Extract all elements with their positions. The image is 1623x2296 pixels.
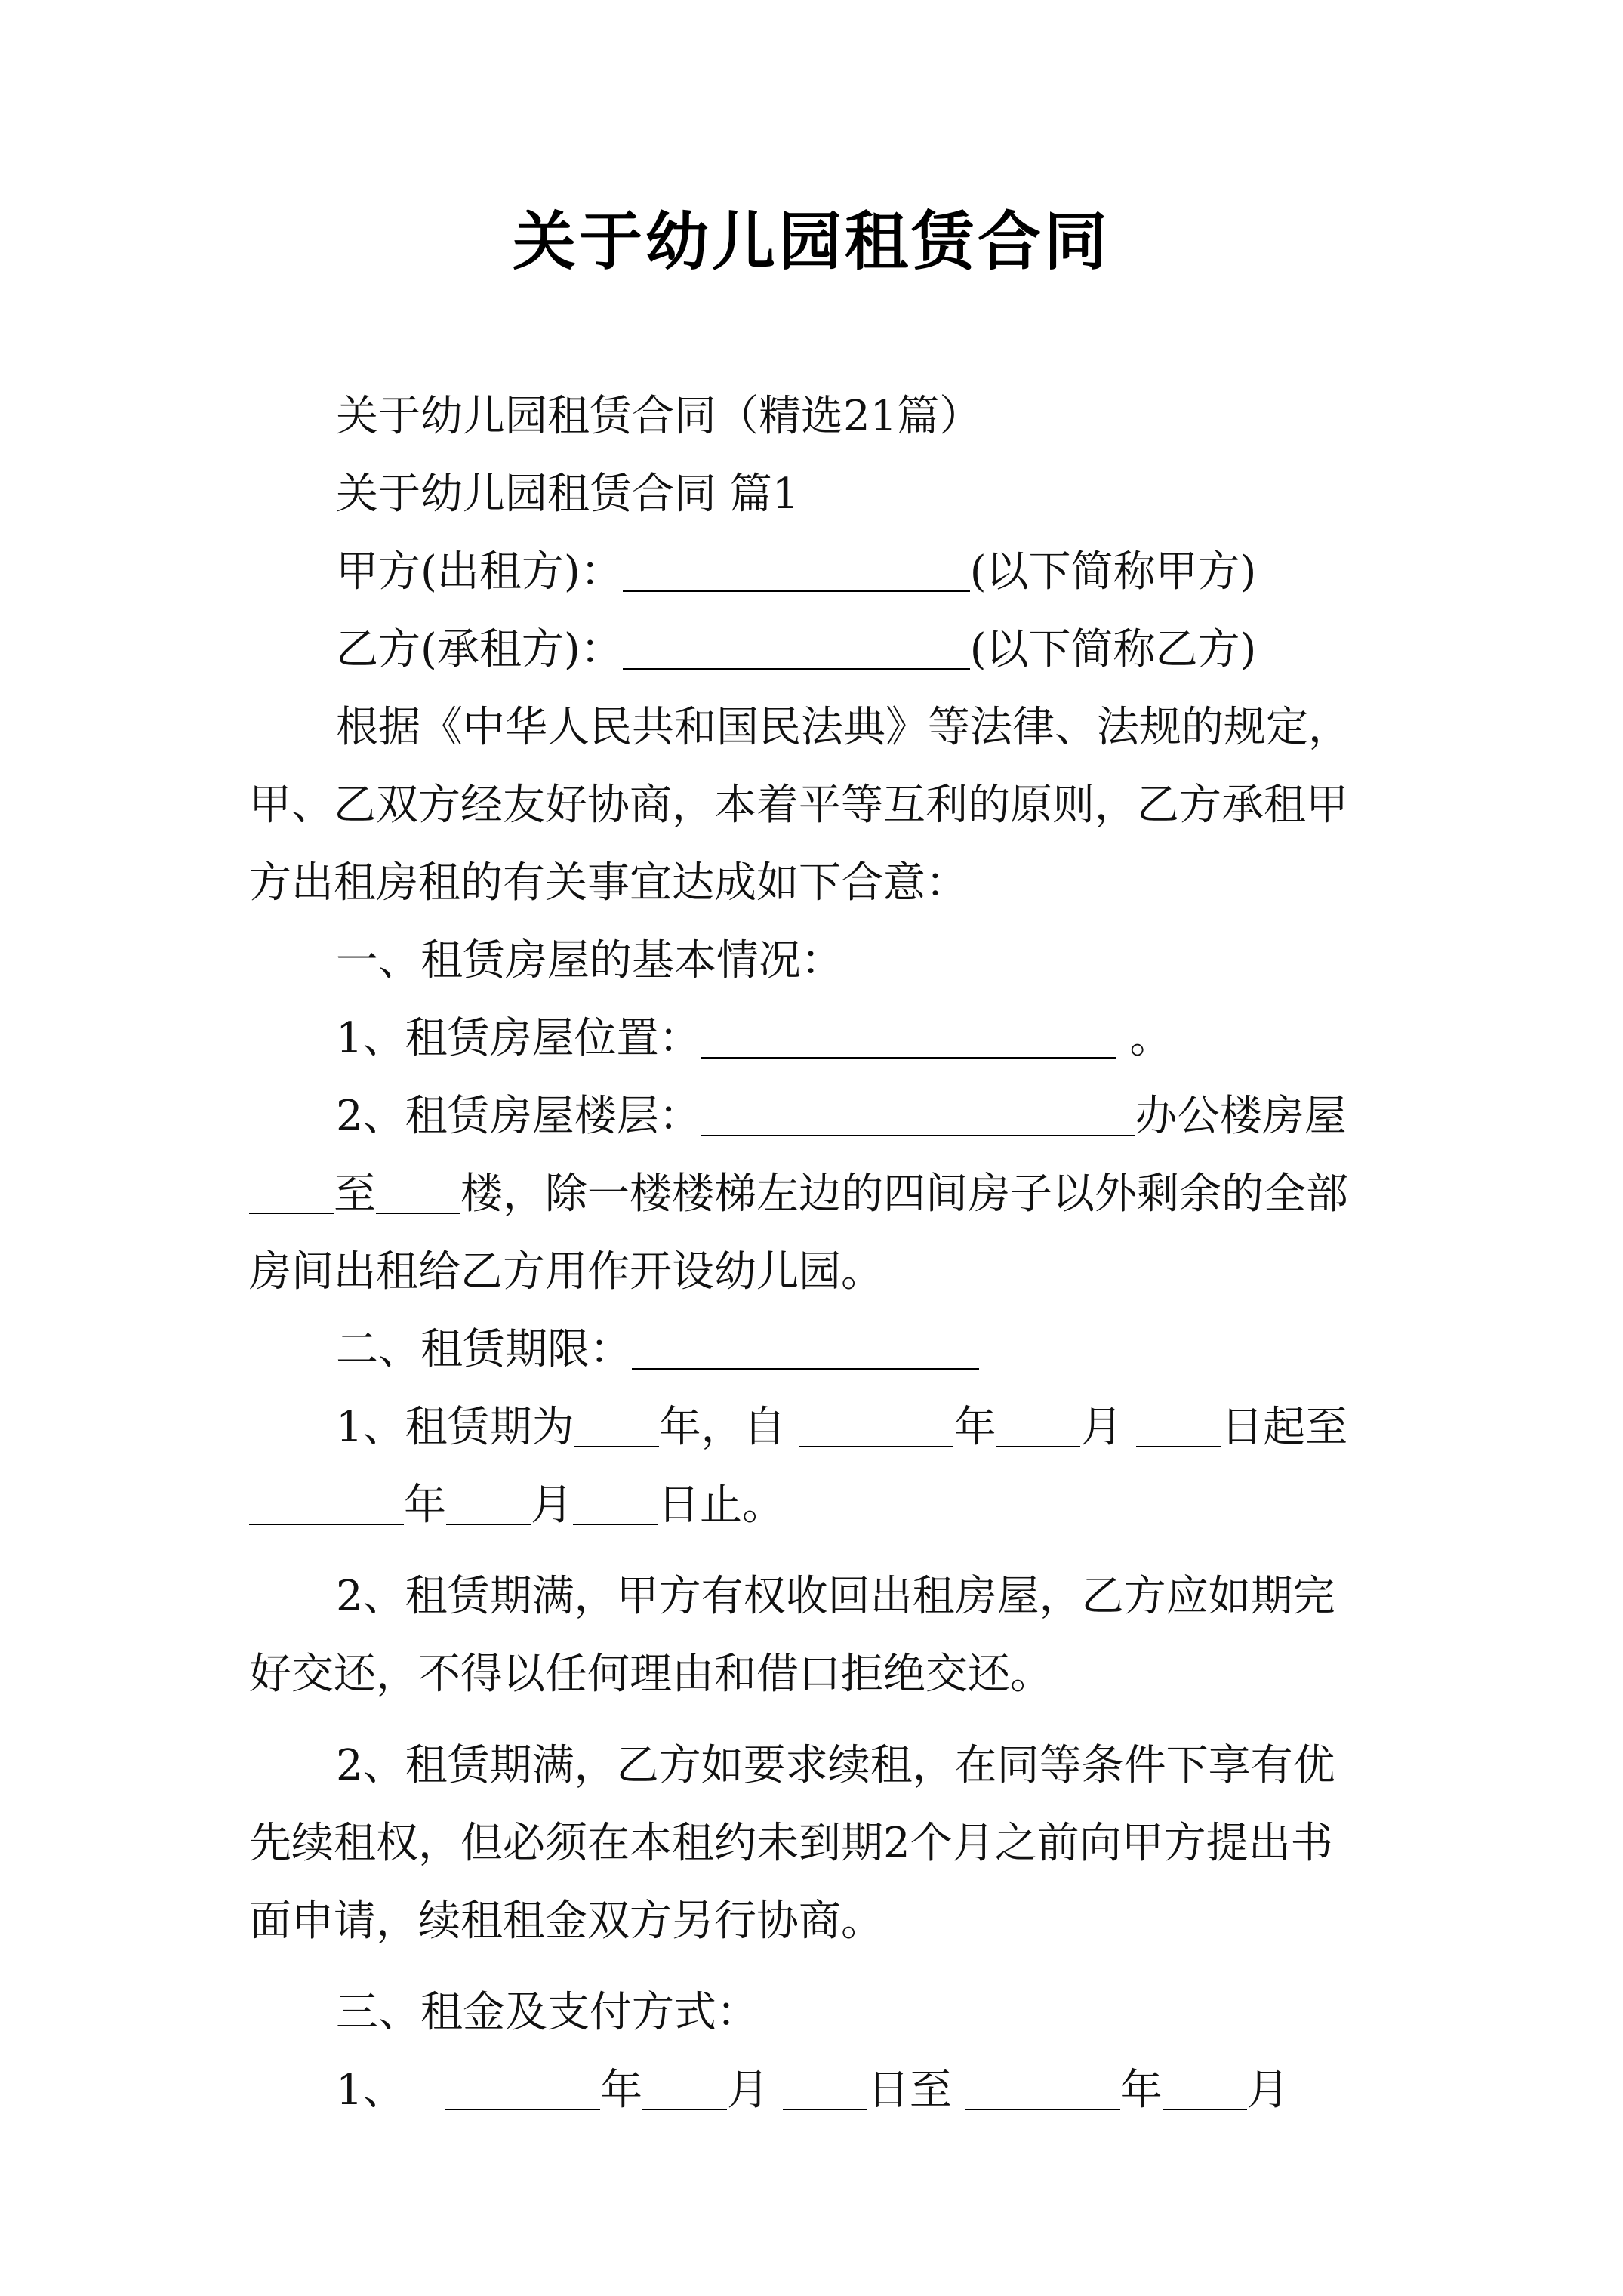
- term-years-blank: [574, 1401, 659, 1447]
- s2-item1-line2-b: 月: [531, 1481, 573, 1530]
- s2-item1-a: 1、租赁期为: [336, 1403, 574, 1452]
- s2-item1-line2-c: 日止。: [658, 1481, 784, 1530]
- term-blank: [632, 1323, 979, 1370]
- s2-item1-line2-a: 年: [404, 1481, 446, 1530]
- party-a-line: [249, 533, 1381, 611]
- s1-item1-end: 。: [1129, 1014, 1172, 1063]
- document-title: 关于幼儿园租赁合同: [512, 204, 1110, 279]
- s2-item1: [249, 1388, 1381, 1466]
- pay-start-year-blank: [445, 2063, 600, 2110]
- end-month-blank: [446, 1478, 531, 1525]
- party-a-suffix: (以下简称甲方): [969, 547, 1257, 596]
- s2-item2-line2: 好交还，不得以任何理由和借口拒绝交还。: [249, 1650, 1052, 1699]
- floor-blank: [701, 1089, 1135, 1136]
- s3-item1-b: 年: [600, 2066, 643, 2115]
- s2-item2-line1: 2、租赁期满，甲方有权收回出租房屋，乙方应如期完: [336, 1572, 1335, 1621]
- pay-end-month-blank: [1163, 2063, 1247, 2110]
- section-3-title: 三、租金及支付方式：: [336, 1988, 759, 2037]
- s2-item1-d: 月: [1080, 1403, 1123, 1452]
- floor-from-blank: [249, 1167, 334, 1214]
- party-b-blank: [623, 623, 970, 670]
- party-a-blank: [623, 545, 970, 592]
- s1-item2-label: 2、租赁房屋楼层：: [336, 1092, 701, 1141]
- s3-item1-c: 月: [727, 2066, 770, 2115]
- s1-item2: [249, 1077, 1381, 1155]
- s2-item1-b: 年，自: [658, 1403, 786, 1452]
- end-day-blank: [573, 1478, 658, 1525]
- s1-item1-label: 1、租赁房屋位置：: [336, 1014, 701, 1063]
- intro-line-3: 方出租房租的有关事宜达成如下合意：: [249, 858, 968, 908]
- location-blank: [701, 1012, 1116, 1059]
- start-day-blank: [1136, 1401, 1221, 1447]
- s1-item2-tail: 办公楼房屋: [1135, 1092, 1347, 1141]
- part-heading: 关于幼儿园租赁合同 篇1: [336, 470, 799, 519]
- s2-item3-line1: 2、租赁期满，乙方如要求续租，在同等条件下享有优: [336, 1741, 1335, 1790]
- s3-item1-f: 月: [1246, 2066, 1289, 2115]
- document-body: [249, 378, 1381, 2129]
- intro-line-1: 根据《中华人民共和国民法典》等法律、法规的规定，: [336, 703, 1350, 752]
- s3-item1-a: 1、: [336, 2066, 405, 2115]
- s2-item3-line2: 先续租权，但必须在本租约未到期2个月之前向甲方提出书: [249, 1819, 1333, 1868]
- pay-end-year-blank: [965, 2063, 1120, 2110]
- section-1-title: 一、租赁房屋的基本情况：: [336, 936, 843, 985]
- floor-to-blank: [376, 1167, 460, 1214]
- party-b-suffix: (以下简称乙方): [969, 625, 1257, 674]
- s1-item1: [249, 1000, 1381, 1077]
- start-month-blank: [996, 1401, 1080, 1447]
- s2-item1-line2: [249, 1466, 1381, 1544]
- start-year-blank: [799, 1401, 953, 1447]
- section-2-title: [249, 1311, 1381, 1388]
- s2-item3-line3: 面申请，续租租金双方另行协商。: [249, 1897, 883, 1946]
- s2-item1-c: 年: [953, 1403, 996, 1452]
- s1-item2-line3: 房间出租给乙方用作开设幼儿园。: [249, 1247, 883, 1296]
- section-2-label: 二、租赁期限：: [336, 1325, 632, 1374]
- s3-item1: [249, 2051, 1381, 2129]
- s1-item2-to: 至: [334, 1170, 376, 1219]
- party-b-label: 乙方(承租方)：: [336, 625, 623, 674]
- pay-start-day-blank: [783, 2063, 867, 2110]
- s3-item1-d: 日至: [867, 2066, 952, 2115]
- s1-item2-line2: [249, 1155, 1381, 1233]
- intro-line-2: 甲、乙双方经友好协商，本着平等互利的原则，乙方承租甲: [249, 781, 1348, 830]
- collection-heading: 关于幼儿园租赁合同（精选21篇）: [336, 392, 982, 441]
- s1-item2-line2-text: 楼，除一楼楼梯左边的四间房子以外剩余的全部: [460, 1170, 1348, 1219]
- party-b-line: [249, 611, 1381, 689]
- pay-start-month-blank: [642, 2063, 727, 2110]
- end-year-blank: [249, 1478, 404, 1525]
- party-a-label: 甲方(出租方)：: [336, 547, 623, 596]
- s2-item1-e: 日起至: [1221, 1403, 1348, 1452]
- s3-item1-e: 年: [1119, 2066, 1163, 2115]
